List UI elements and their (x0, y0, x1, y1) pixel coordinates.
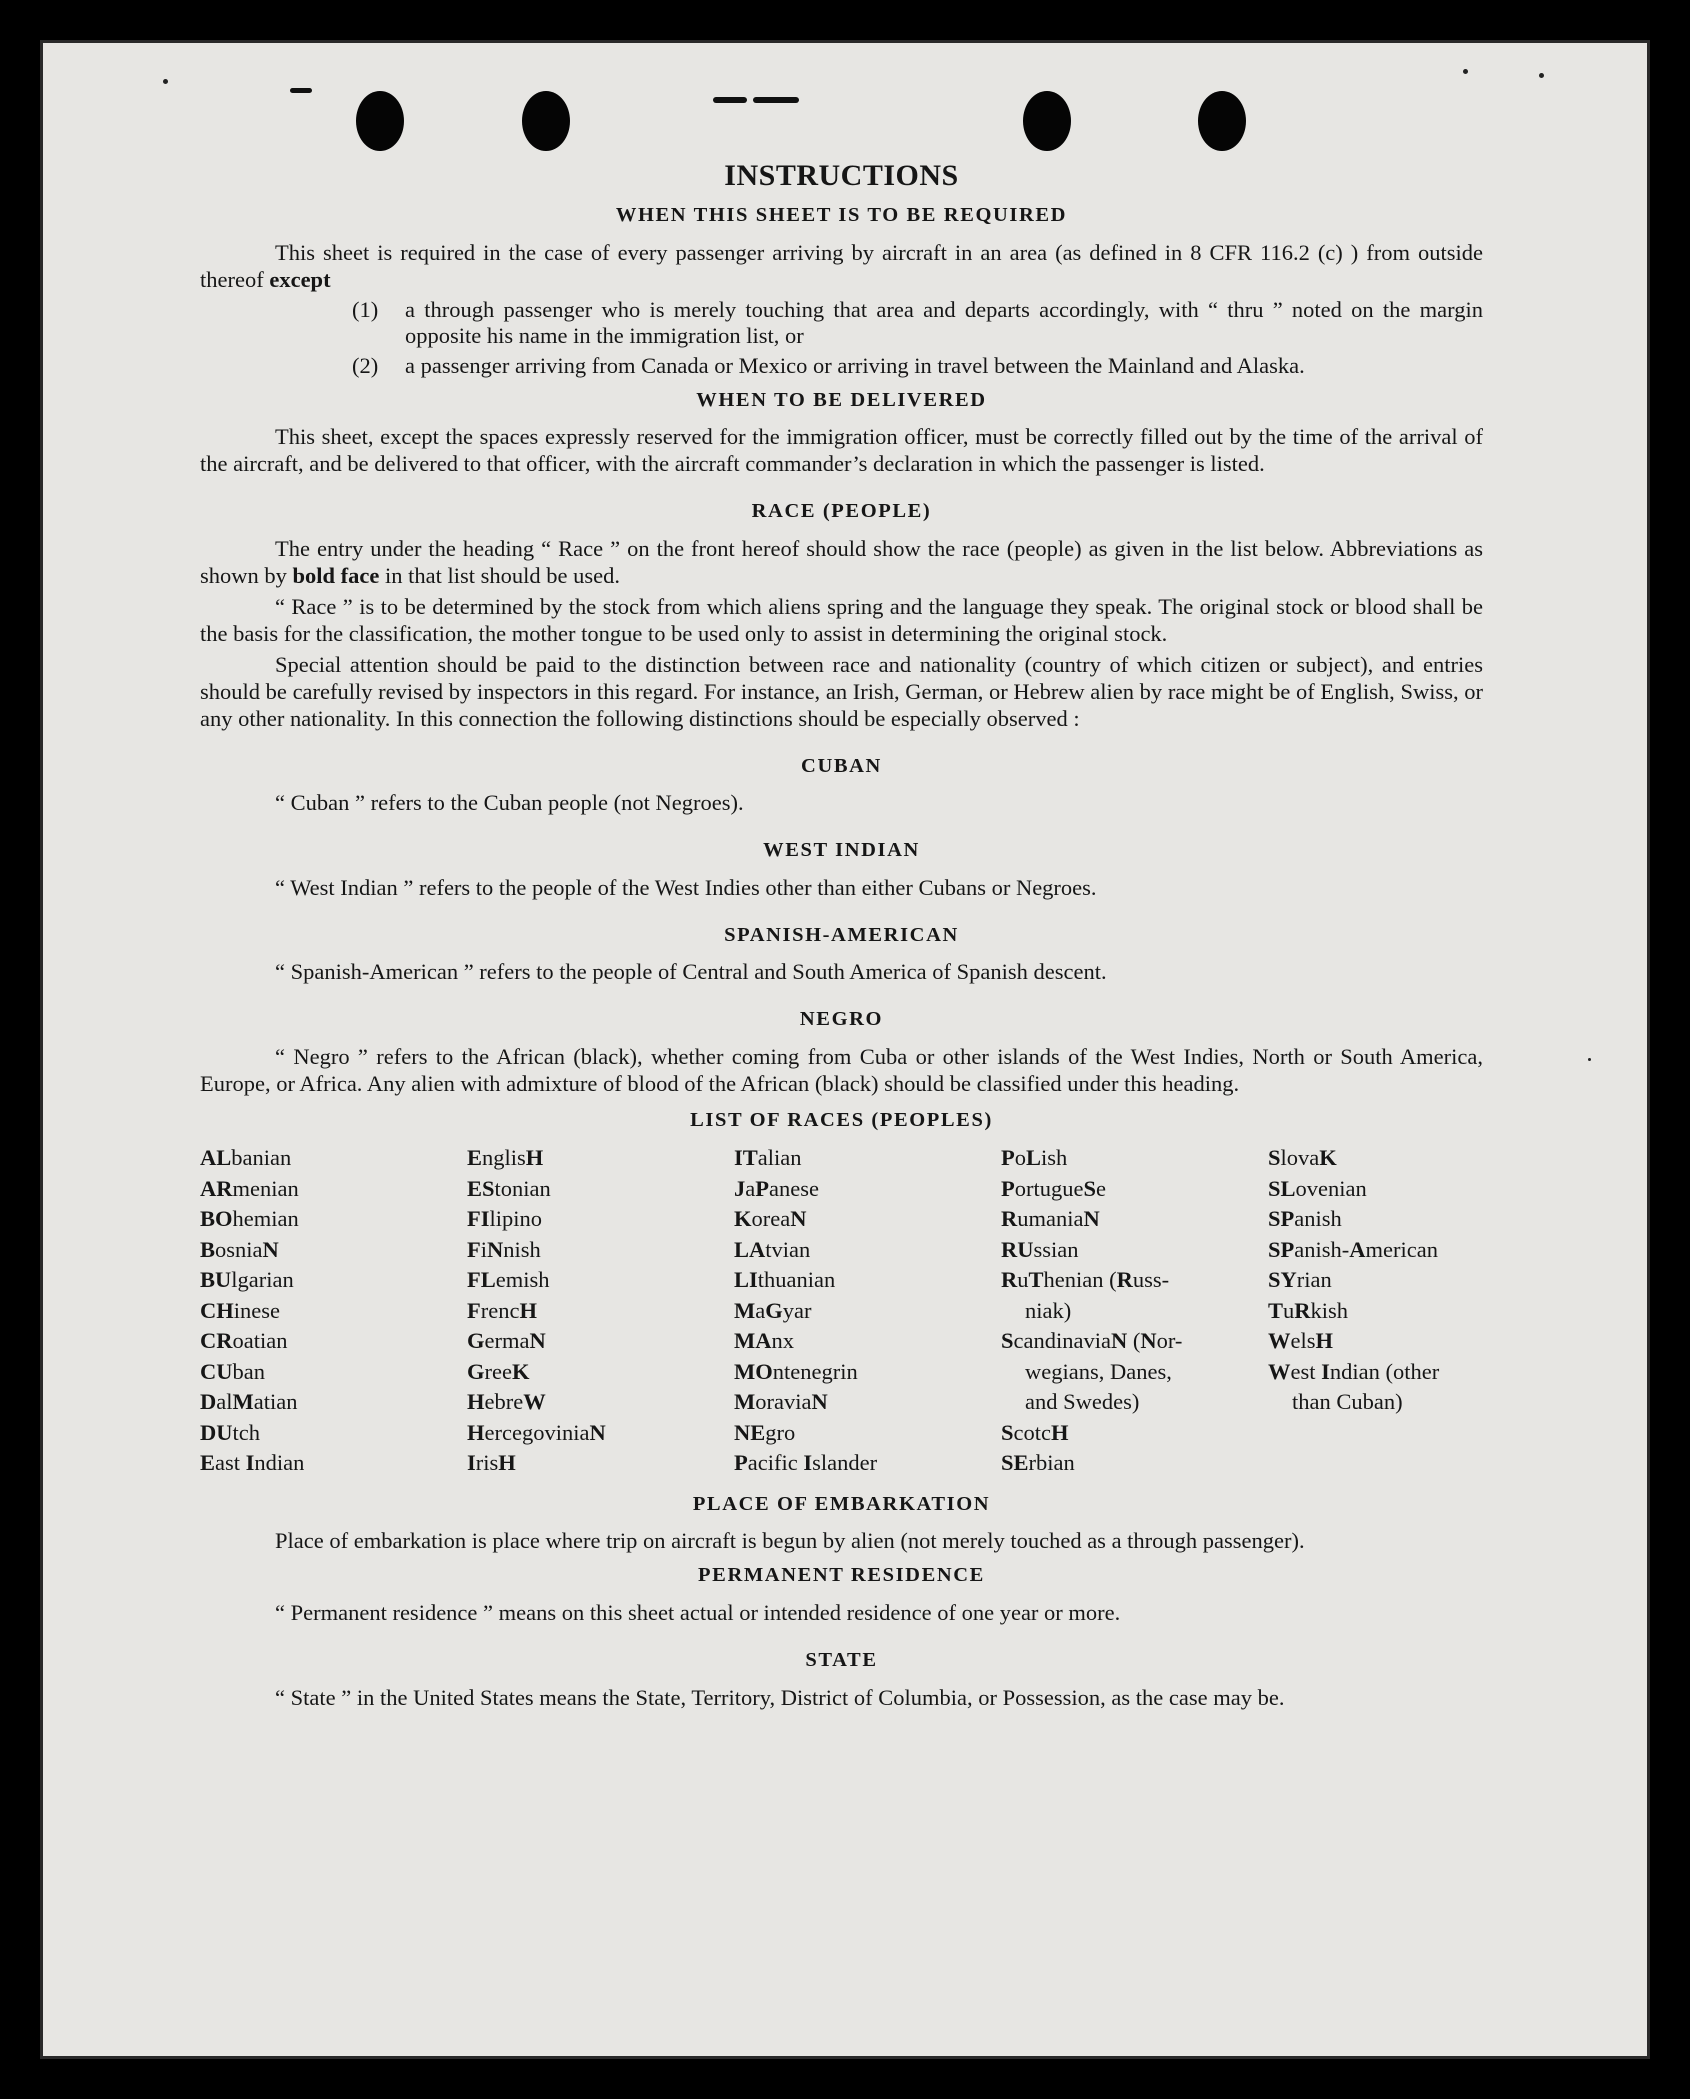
paragraph-when-required: This sheet is required in the case of every passenger arriving by aircraft in an area (as defined in 8 CFR 116.2 (c) ) from outside thereof except (200, 239, 1483, 292)
race-entry (200, 1448, 467, 1479)
race-name: HebreW (467, 1389, 546, 1415)
punch-hole (522, 91, 570, 151)
paragraph-spanish-american: “ Spanish-American ” refers to the people of Central and South America of Spanish descent. (275, 959, 1107, 985)
heading-permanent-residence: PERMANENT RESIDENCE (698, 1564, 985, 1587)
heading-list-of-races: LIST OF RACES (PEOPLES) (690, 1108, 993, 1131)
heading-when-delivered: WHEN TO BE DELIVERED (696, 388, 987, 411)
paragraph-place-of-embarkation: Place of embarkation is place where trip on aircraft is begun by alien (not merely touched as a through passenger). (275, 1528, 1305, 1554)
races-column (1268, 1143, 1483, 1479)
race-entry (467, 1235, 734, 1266)
race-name: MAnx (734, 1328, 794, 1354)
race-name: ARmenian (200, 1175, 299, 1201)
race-name: FrencH (467, 1297, 537, 1323)
document-page (40, 40, 1650, 2059)
race-entry (1268, 1326, 1483, 1357)
race-entry (734, 1204, 1001, 1235)
punch-hole (356, 91, 404, 151)
race-name: MoraviaN (734, 1389, 828, 1415)
item-text: a through passenger who is merely touching that area and departs accordingly, with “ thru ” noted on the margin opposite his name in the immigration list, or (405, 296, 1483, 348)
race-entry (1268, 1296, 1483, 1327)
race-name: RumaniaN (1001, 1206, 1100, 1232)
heading-spanish-american: SPANISH-AMERICAN (724, 923, 959, 946)
heading-negro: NEGRO (799, 1008, 884, 1031)
race-entry (734, 1143, 1001, 1174)
heading-state: STATE (805, 1648, 878, 1671)
race-entry (1001, 1326, 1268, 1418)
race-name: CHinese (200, 1297, 280, 1323)
race-name: EnglisH (467, 1145, 544, 1171)
paragraph-when-delivered: This sheet, except the spaces expressly reserved for the immigration officer, must be correctly filled out by the time of the arrival of the aircraft, and be delivered to that officer, with the aircraft commander’s declaration in which the passenger is listed. (200, 424, 1483, 477)
paragraph-race-1: The entry under the heading “ Race ” on the front hereof should show the race (people) as given in the list below. Abbreviations as shown by bold face in that list should be used. (200, 535, 1483, 588)
race-entry (200, 1357, 467, 1388)
race-entry (1268, 1357, 1483, 1418)
punch-hole (1198, 91, 1246, 151)
race-name: RuThenian (Russ- (1001, 1267, 1170, 1293)
race-name: BUlgarian (200, 1267, 294, 1293)
race-entry (1001, 1143, 1268, 1174)
race-name: PoLish (1001, 1145, 1068, 1171)
ink-mark (753, 97, 799, 103)
heading-west-indian: WEST INDIAN (763, 839, 920, 862)
race-name-continuation: wegians, Danes, (1025, 1358, 1172, 1384)
race-entry (467, 1204, 734, 1235)
speck (1539, 73, 1544, 78)
heading-place-of-embarkation: PLACE OF EMBARKATION (692, 1492, 991, 1515)
race-name: SErbian (1001, 1450, 1075, 1476)
race-entry (1001, 1418, 1268, 1449)
race-entry (734, 1174, 1001, 1205)
race-name: HercegoviniaN (467, 1419, 606, 1445)
paragraph-west-indian: “ West Indian ” refers to the people of the West Indies other than either Cubans or Negroes. (275, 874, 1097, 900)
race-name: SPanish (1268, 1206, 1342, 1232)
race-name: RUssian (1001, 1236, 1079, 1262)
races-column (734, 1143, 1001, 1479)
race-entry (734, 1265, 1001, 1296)
race-name: MaGyar (734, 1297, 812, 1323)
race-name-continuation: than Cuban) (1292, 1389, 1403, 1415)
race-name: GreeK (467, 1358, 530, 1384)
race-entry (734, 1418, 1001, 1449)
race-entry (200, 1387, 467, 1418)
race-entry (200, 1235, 467, 1266)
race-name: FiNnish (467, 1236, 541, 1262)
races-column (200, 1143, 467, 1479)
heading-race: RACE (PEOPLE) (751, 500, 932, 523)
race-name: GermaN (467, 1328, 546, 1354)
race-entry (467, 1174, 734, 1205)
race-name-continuation: and Swedes) (1025, 1389, 1140, 1415)
race-entry (1001, 1235, 1268, 1266)
race-entry (200, 1326, 467, 1357)
race-entry (467, 1296, 734, 1327)
race-entry (467, 1387, 734, 1418)
speck (1463, 69, 1468, 74)
instructions-content (200, 159, 1483, 1711)
race-name: CRoatian (200, 1328, 288, 1354)
race-name: DalMatian (200, 1389, 298, 1415)
race-name: WelsH (1268, 1328, 1334, 1354)
race-name: LIthuanian (734, 1267, 836, 1293)
race-name: DUtch (200, 1419, 260, 1445)
item-number: (1) (352, 296, 379, 322)
punch-hole (1023, 91, 1071, 151)
page-title: INSTRUCTIONS (724, 159, 959, 192)
item-text: a passenger arriving from Canada or Mexico or arriving in travel between the Mainland and Alaska. (405, 352, 1305, 378)
race-name: KoreaN (734, 1206, 807, 1232)
race-entry (200, 1418, 467, 1449)
race-entry (467, 1265, 734, 1296)
race-name: SlovaK (1268, 1145, 1337, 1171)
race-name: East Indian (200, 1450, 305, 1476)
heading-when-required: WHEN THIS SHEET IS TO BE REQUIRED (615, 204, 1068, 226)
race-entry (734, 1357, 1001, 1388)
race-name: JaPanese (734, 1175, 819, 1201)
heading-cuban: CUBAN (801, 754, 882, 777)
race-entry (200, 1265, 467, 1296)
paragraph-state: “ State ” in the United States means the State, Territory, District of Columbia, or Possession, as the case may be. (275, 1684, 1285, 1710)
race-entry (467, 1143, 734, 1174)
race-name: BOhemian (200, 1206, 299, 1232)
race-entry (1001, 1204, 1268, 1235)
race-name: West Indian (other (1268, 1358, 1440, 1384)
race-entry (734, 1235, 1001, 1266)
paragraph-permanent-residence: “ Permanent residence ” means on this sheet actual or intended residence of one year or more. (275, 1599, 1121, 1625)
race-name: FIlipino (467, 1206, 543, 1232)
list-item (352, 353, 1483, 379)
race-entry (1268, 1143, 1483, 1174)
race-entry (734, 1448, 1001, 1479)
race-name: SYrian (1268, 1267, 1332, 1293)
race-entry (1001, 1448, 1268, 1479)
race-name: SLovenian (1268, 1175, 1367, 1201)
race-entry (1268, 1235, 1483, 1266)
ink-mark (713, 97, 747, 103)
race-name: BosniaN (200, 1236, 279, 1262)
race-name: Pacific Islander (734, 1450, 878, 1476)
paragraph-negro: “ Negro ” refers to the African (black), whether coming from Cuba or other islands of the West Indies, North or South America, Europe, or Africa. Any alien with admixture of blood of the African (black) should be classified under this heading. (200, 1043, 1483, 1096)
race-entry (467, 1418, 734, 1449)
race-name: FLemish (467, 1267, 550, 1293)
race-name: TuRkish (1268, 1297, 1349, 1323)
race-entry (734, 1326, 1001, 1357)
race-entry (1268, 1204, 1483, 1235)
race-name: PortugueSe (1001, 1175, 1106, 1201)
speck (163, 79, 168, 84)
race-name: ScandinaviaN (Nor- (1001, 1328, 1183, 1354)
race-entry (200, 1174, 467, 1205)
races-list (200, 1143, 1483, 1479)
ink-mark (290, 88, 312, 93)
race-name: EStonian (467, 1175, 551, 1201)
races-column (467, 1143, 734, 1479)
paragraph-cuban: “ Cuban ” refers to the Cuban people (not Negroes). (275, 790, 744, 816)
paragraph-race-2: “ Race ” is to be determined by the stock from which aliens spring and the language they speak. The original stock or blood shall be the basis for the classification, the mother tongue to be used only to assist in determining the original stock. (200, 593, 1483, 646)
race-name: ITalian (734, 1145, 802, 1171)
race-entry (467, 1357, 734, 1388)
item-number: (2) (352, 352, 379, 378)
race-name: SPanish-American (1268, 1236, 1438, 1262)
race-entry (200, 1296, 467, 1327)
race-entry (200, 1143, 467, 1174)
race-name-continuation: niak) (1025, 1297, 1072, 1323)
races-column (1001, 1143, 1268, 1479)
paragraph-race-3: Special attention should be paid to the distinction between race and nationality (country of which citizen or subject), and entries should be carefully revised by inspectors in this regard. For instance, an Irish, German, or Hebrew alien by race might be of English, Swiss, or any other nationality. In this connection the following distinctions should be especially observed : (200, 651, 1483, 731)
race-entry (1001, 1265, 1268, 1326)
speck (1588, 1058, 1591, 1061)
race-entry (467, 1326, 734, 1357)
race-entry (200, 1204, 467, 1235)
race-name: CUban (200, 1358, 265, 1384)
race-entry (1268, 1174, 1483, 1205)
race-name: NEgro (734, 1419, 796, 1445)
race-entry (1268, 1265, 1483, 1296)
race-entry (467, 1448, 734, 1479)
race-name: ScotcH (1001, 1419, 1069, 1445)
race-entry (1001, 1174, 1268, 1205)
race-entry (734, 1296, 1001, 1327)
race-entry (734, 1387, 1001, 1418)
race-name: IrisH (467, 1450, 516, 1476)
race-name: MOntenegrin (734, 1358, 858, 1384)
race-name: LAtvian (734, 1236, 811, 1262)
list-item (352, 297, 1483, 349)
race-name: ALbanian (200, 1145, 292, 1171)
